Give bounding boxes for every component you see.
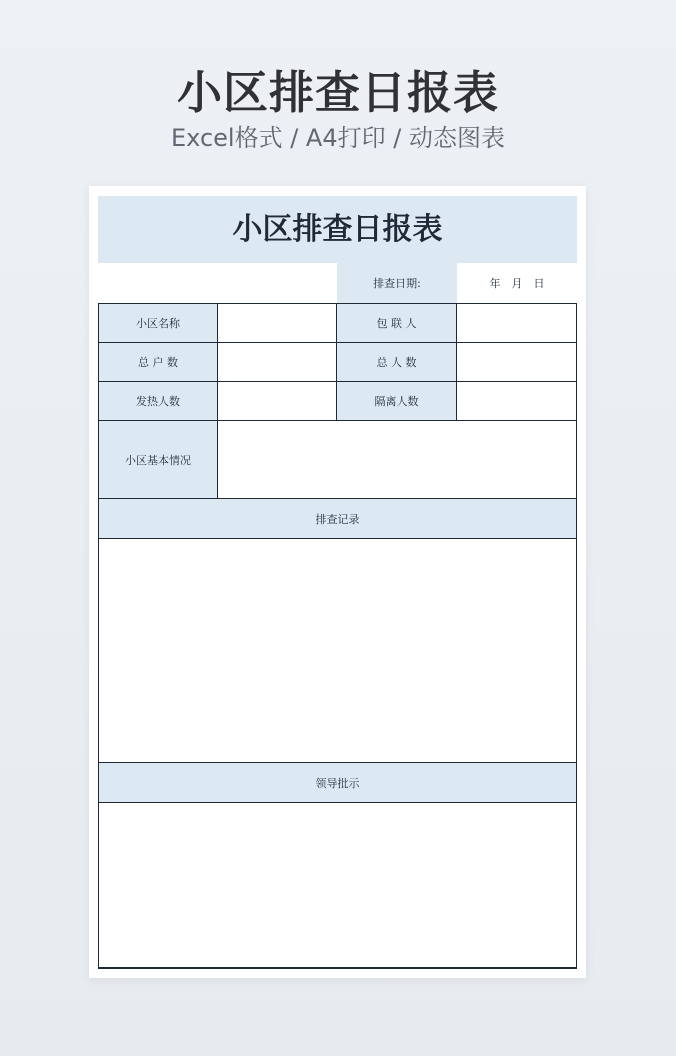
page-subtitle: Excel格式 / A4打印 / 动态图表	[171, 124, 505, 152]
inspection-record-label: 排查记录	[315, 512, 360, 526]
contact-person-input-cell[interactable]	[457, 303, 577, 343]
sheet-bottom-border	[98, 968, 577, 969]
isolation-count-label-cell	[337, 382, 457, 421]
fever-count-label: 发热人数	[136, 395, 180, 408]
total-people-label: 总 人 数	[376, 356, 417, 369]
year-label: 年	[489, 277, 501, 290]
basic-info-label-cell	[98, 421, 218, 499]
total-households-input-cell[interactable]	[218, 343, 337, 382]
community-name-label-cell	[98, 303, 218, 343]
isolation-count-label: 隔离人数	[374, 395, 419, 408]
sheet-title: 小区排查日报表	[232, 211, 443, 247]
sheet-header	[98, 196, 577, 263]
date-row-blank-2	[218, 263, 337, 303]
total-households-label: 总 户 数	[138, 356, 178, 369]
total-households-label-cell	[98, 343, 218, 382]
total-people-label-cell	[337, 343, 457, 382]
contact-person-label: 包 联 人	[376, 317, 417, 330]
leader-instructions-header	[98, 763, 577, 803]
date-row-blank-1	[98, 263, 218, 303]
report-sheet	[89, 186, 586, 978]
leader-instructions-area[interactable]	[98, 803, 577, 968]
contact-person-label-cell	[337, 303, 457, 343]
community-name-label: 小区名称	[136, 317, 180, 330]
fever-count-label-cell	[98, 382, 218, 421]
inspection-record-area[interactable]	[98, 539, 577, 763]
leader-instructions-label: 领导批示	[315, 776, 360, 790]
page-title: 小区排查日报表	[176, 66, 499, 119]
date-label-cell	[337, 263, 457, 303]
inspection-record-header	[98, 499, 577, 539]
day-label: 日	[533, 277, 545, 290]
community-name-input-cell[interactable]	[218, 303, 337, 343]
date-label: 排查日期:	[373, 277, 421, 290]
month-label: 月	[511, 277, 523, 290]
basic-info-label: 小区基本情况	[125, 453, 191, 467]
isolation-count-input-cell[interactable]	[457, 382, 577, 421]
basic-info-input-cell[interactable]	[218, 421, 577, 499]
total-people-input-cell[interactable]	[457, 343, 577, 382]
date-value-cell[interactable]	[457, 263, 577, 303]
fever-count-input-cell[interactable]	[218, 382, 337, 421]
